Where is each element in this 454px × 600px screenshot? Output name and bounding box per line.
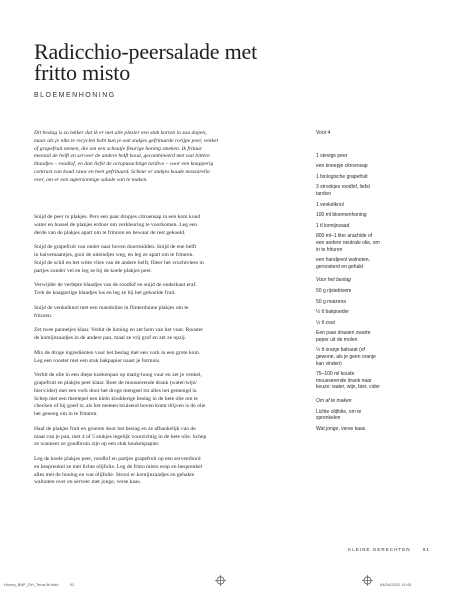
ingredient-item — [316, 371, 426, 391]
method-line: ze wanneer ze goudbruin zijn op een stuk keukenpapier. — [34, 441, 160, 448]
ingredient-text: 800 ml–1 liter arachide of — [316, 233, 373, 240]
slug-page: 91 — [69, 582, 75, 587]
serves-label: Voor 4 — [316, 130, 331, 136]
method-paragraph — [34, 244, 300, 275]
intro-line: blaadjes – roodlof, en dan liefst de octopusachtige tardivo – voor een knapperig — [34, 161, 214, 167]
running-footer — [348, 547, 430, 552]
ingredient-item — [316, 212, 426, 219]
ingredient-text: 1 tl komijnzaad — [316, 222, 350, 229]
method-line: grapefruit en plakjes peer klaar. Roer de mousserende drank (water/wijn/ — [34, 380, 198, 386]
intro-line: Dit beslag is zo lekker dat ik er met alle plezier een stuk karton in zou dopen, — [34, 130, 207, 136]
title-line: fritto misto — [34, 60, 130, 85]
method-paragraph — [34, 214, 300, 237]
ingredient-text: sprenkelen — [316, 415, 341, 422]
method-line: Snijd de schil en het witte vlies van de andere helft, fileer het vruchtvlees in — [34, 259, 204, 266]
method-line: Mix de droge ingrediënten voor het beslag met een vork in een grote kom. — [34, 349, 201, 356]
ingredients-list — [316, 128, 426, 436]
ingredient-item — [316, 233, 426, 253]
ingredient-text: in te frituren — [316, 246, 343, 253]
method-line: bier/cider) met een vork door het droge mengsel tot alles net gemengd is. — [34, 387, 198, 394]
method-line: Leg de koele plakjes peer, roodlof en partjes grapefruit op een serveerbord — [34, 456, 201, 462]
method-line: Schep met een theelepel een klein klodderige beslag in de hete olie om te — [34, 395, 198, 402]
intro-line: meestal de helft en serveer de andere helft koud, gecombineerd met wat bittere — [34, 153, 210, 160]
ingredient-item — [316, 299, 426, 306]
ingredient-item — [316, 320, 426, 327]
method-paragraph — [34, 350, 300, 366]
method-line: frituren. — [34, 312, 53, 319]
method-line: walnoten over en serveer met jonge, verse kaas. — [34, 479, 142, 486]
ingredient-item — [316, 163, 426, 170]
ingredient-text: gewone, als je geen oranje — [316, 354, 376, 361]
method-line: Leg een rooster met een stuk bakpapier naast je formuis. — [34, 357, 161, 364]
footer-section: KLEINE GERECHTEN — [348, 547, 411, 552]
method-line: Verhit de olie in een diepe koekenpan op matig-hoog vuur en zet je venkel, — [34, 372, 202, 379]
ingredient-text: mousserende drank naar — [316, 377, 372, 384]
ingredient-item — [316, 174, 426, 181]
ingredient-item — [316, 347, 426, 367]
intro-text — [34, 130, 296, 184]
ingredient-text: ½ tl bakpoeder — [316, 309, 350, 316]
intro-line: over, om er een superzonnige salade van te maken. — [34, 176, 148, 183]
method-line: in halvemaantjes, gooi de uiteindjes weg, en leg ze apart om te frituren. — [34, 252, 194, 258]
ingredient-item — [316, 288, 426, 295]
ingredient-text: Een paar draaien zwarte — [316, 330, 371, 337]
method-line: derde van de plakjes apart om te frituren en bewaar de rest gekoeld. — [34, 229, 186, 236]
slug-file: Honey_BNF_DH_Terra-fb.indb — [4, 582, 59, 587]
ingredient-item — [316, 426, 426, 433]
recipe-title — [34, 41, 334, 83]
ingredient-text: 1 stevige peer — [316, 152, 348, 159]
ingredient-text: Lichte olijfolie, om te — [316, 408, 362, 415]
serve-heading: Om af te maken — [316, 398, 352, 405]
method-line: Snijd de venkelknol met een mandoline in flinterdunne plakjes om te — [34, 304, 189, 311]
title-line: Radicchio-peersalade met — [34, 39, 258, 64]
ingredient-text: een handjevol walnoten, — [316, 257, 370, 264]
ingredient-text: peper uit de molen — [316, 336, 358, 343]
intro-line: contrast van koud rauw en heet gefrituurd. Scheur er stukjes koude mozzarella — [34, 168, 210, 175]
method-line: Trek de knapperige blaadjes los en leg ze bij het gekoelde fruit. — [34, 290, 176, 296]
batter-heading: Voor het beslag — [316, 277, 351, 284]
page-number: 91 — [422, 547, 430, 552]
ingredient-text: een andere neutrale olie, om — [316, 239, 380, 246]
print-slug — [4, 582, 74, 587]
ingredient-item — [316, 409, 426, 422]
method-line: het genoeg om in te frituren. — [34, 411, 98, 417]
ingredient-text: 75–100 ml koude — [316, 371, 355, 378]
ingredient-item — [316, 309, 426, 316]
batter-ingredients — [316, 288, 426, 391]
ingredient-text: 50 g maizena — [316, 298, 347, 305]
method-line: maat van je pan, met 4 of 5 stukjes tegelijk voorzichtig in de hete olie. Schep — [34, 433, 207, 440]
method-line: Snijd de peer in plakjes. Pers een paar drupjes citroensap in een kom koud — [34, 214, 201, 220]
registration-mark-icon — [215, 575, 226, 586]
method-paragraph — [34, 282, 300, 298]
method-paragraph — [34, 456, 300, 487]
ingredient-text: 100 ml bloemenhoning — [316, 212, 367, 219]
method-line: partjes zonder vel en leg ze bij de koele plakjes peer. — [34, 267, 152, 274]
ingredient-text: 1 venkelknol — [316, 201, 344, 208]
ingredient-text: geroosterd en gehakt — [316, 263, 364, 270]
ingredient-item — [316, 184, 426, 197]
ingredient-text: 3 stronkjes roodlof, liefst — [316, 184, 370, 191]
ingredient-text: een kneepje citroensap — [316, 163, 368, 170]
intro-line: maar als je niks te recyclen hebt kun je ook stukjes gefrituurde rorijpe peer, venkel — [34, 137, 219, 144]
method-paragraph — [34, 327, 300, 343]
ingredient-text: kan vinden) — [316, 360, 342, 367]
method-line: water en hussel de plakjes erdoor om verkleuring te voorkomen. Leg een — [34, 221, 198, 228]
slug-datetime: 04/04/2022 14:43 — [380, 582, 412, 587]
method-line: Verwijder de verlepte blaadjes van de roodlof en snijd de onderkant eraf. — [34, 282, 197, 289]
method-paragraph — [34, 426, 300, 449]
method-line: en besprenkel ze met lichte olijfolie. Leg de fritto misto erop en besprenkel — [34, 463, 203, 470]
ingredient-item — [316, 257, 426, 270]
intro-line: of grapefruit nemen, die om een scheutje fleurige honing smeken. Ik frituur — [34, 145, 202, 152]
ingredient-text: keuze: water, wijn, bier, cider — [316, 384, 380, 391]
method-paragraph — [34, 305, 300, 321]
method-line: Zet twee pannetjes klaar. Verhit de honing en zet hem van het vuur. Rooster — [34, 327, 204, 334]
ingredient-text: ½ tl zout — [316, 319, 335, 326]
ingredient-text: 1 biologische grapefruit — [316, 173, 368, 180]
method-line: Snijd de grapefruit van onder naar boven doormidden. Snijd de ene helft — [34, 244, 197, 251]
method-line: Haal de plakjes fruit en groente door het beslag en ze afhankelijk van de — [34, 425, 196, 432]
ingredient-text: 50 g rijstebloem — [316, 287, 352, 294]
recipe-author: BLOEMENHONING — [34, 92, 116, 99]
registration-mark-icon — [362, 575, 373, 586]
main-ingredients — [316, 153, 426, 271]
method-steps — [34, 214, 300, 494]
ingredient-text: tardivo — [316, 190, 332, 197]
ingredient-item — [316, 223, 426, 230]
serve-ingredients — [316, 409, 426, 433]
method-line: checken of hij goed is; als het meteen bruisend boven komt drijven is de olie — [34, 403, 206, 410]
ingredient-text: Wat jonge, verse kaas — [316, 425, 366, 432]
method-paragraph — [34, 372, 300, 419]
ingredient-item — [316, 153, 426, 160]
method-line: de komijnzaadjes in de andere pan, maal ze vrij grof en zet ze opzij. — [34, 335, 187, 341]
ingredient-item — [316, 330, 426, 343]
ingredient-text: ½ tl oranje baharat (of — [316, 347, 365, 354]
method-line: alles met de honing en wat olijfolie. Strooi er komijnzaadjes en gehakte — [34, 471, 195, 478]
ingredient-item — [316, 202, 426, 209]
